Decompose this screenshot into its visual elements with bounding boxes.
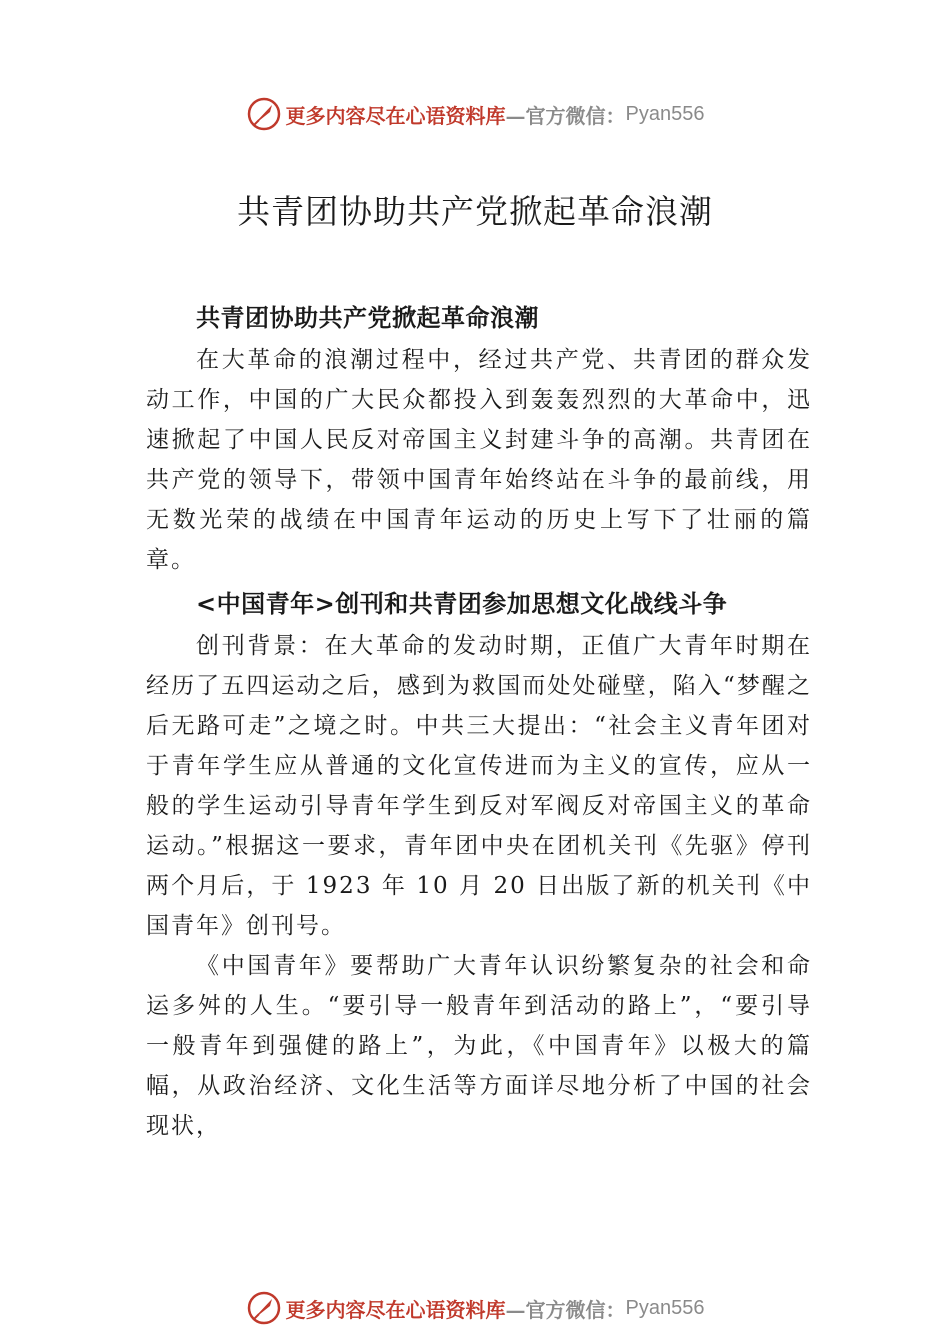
paragraph-3: 《中国青年》要帮助广大青年认识纷繁复杂的社会和命运多舛的人生。“要引导一般青年到活动的路上”，“要引导一般青年到强健的路上”，为此，《中国青年》以极大的篇幅，从政治经济、文化生活等方面详尽地分析了中国的社会现状， [146,953,812,1139]
watermark-text: 更多内容尽在心语资料库 [285,1297,506,1322]
document-title: 共青团协助共产党掀起革命浪潮 [237,192,713,231]
header-watermark [0,94,950,134]
watermark-separator: —官方微信： [505,1297,626,1322]
section-heading-1: 共青团协助共产党掀起革命浪潮 [196,304,539,332]
watermark-text: 更多内容尽在心语资料库 [285,103,506,128]
section-heading-2: <中国青年>创刊和共青团参加思想文化战线斗争 [196,590,728,618]
watermark-wechat-id: Pyan556 [625,102,705,125]
watermark-wechat-id: Pyan556 [625,1296,705,1319]
paragraph-2: 创刊背景：在大革命的发动时期，正值广大青年时期在经历了五四运动之后，感到为救国而处处碰壁，陷入“梦醒之后无路可走”之境之时。中共三大提出：“社会主义青年团对于青年学生应从普通的文化宣传进而为主义的宣传，应从一般的学生运动引导青年学生到反对军阀反对帝国主义的革命运动。”根据这一要求，青年团中央在团机关刊《先驱》停刊两个月后，于 1923 年 10 月 20 日出版了新的机关刊《中国青年》创刊号。 [146,633,812,939]
watermark-separator: —官方微信： [505,103,626,128]
footer-watermark [0,1288,950,1328]
paragraph-1: 在大革命的浪潮过程中，经过共产党、共青团的群众发动工作，中国的广大民众都投入到轰轰烈烈的大革命中，迅速掀起了中国人民反对帝国主义封建斗争的高潮。共青团在共产党的领导下，带领中国青年始终站在斗争的最前线，用无数光荣的战绩在中国青年运动的历史上写下了壮丽的篇章。 [146,347,812,573]
quill-logo-icon [246,1290,282,1326]
quill-logo-icon [246,96,282,132]
document-body [146,296,812,1146]
